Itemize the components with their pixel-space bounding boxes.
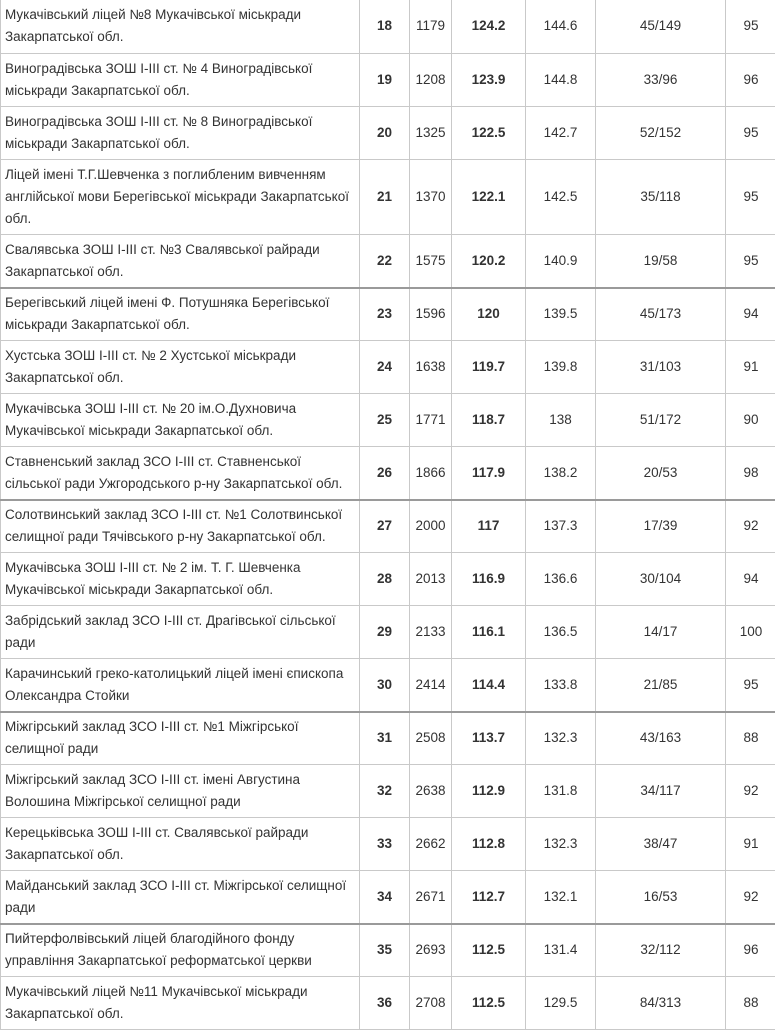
school-name-cell: Берегівський ліцей імені Ф. Потушняка Берегівської міськради Закарпатської обл. (1, 288, 360, 341)
average-score-cell: 112.5 (452, 977, 526, 1030)
school-name-cell: Солотвинський заклад ЗСО І-ІІІ ст. №1 Солотвинської селищної ради Тячівського р-ну Закарпатської обл. (1, 500, 360, 553)
secondary-score-cell: 137.3 (526, 500, 596, 553)
table-row (1, 54, 775, 107)
table-row (1, 818, 775, 871)
average-score-cell: 120.2 (452, 235, 526, 288)
participants-ratio-cell: 43/163 (596, 712, 726, 765)
secondary-score-cell: 132.3 (526, 712, 596, 765)
regional-rank-cell: 31 (360, 712, 410, 765)
percent-cell: 91 (726, 341, 775, 394)
school-name-cell: Пийтерфолвівський ліцей благодійного фонду управління Закарпатської реформатської церкви (1, 924, 360, 977)
table-row (1, 606, 775, 659)
percent-cell: 90 (726, 394, 775, 447)
participants-ratio-cell: 17/39 (596, 500, 726, 553)
school-name-cell: Хустська ЗОШ І-ІІІ ст. № 2 Хустської міськради Закарпатської обл. (1, 341, 360, 394)
average-score-cell: 112.5 (452, 924, 526, 977)
school-name-cell: Мукачівська ЗОШ І-ІІІ ст. № 20 ім.О.Духновича Мукачівської міськради Закарпатської обл. (1, 394, 360, 447)
regional-rank-cell: 24 (360, 341, 410, 394)
table-row (1, 235, 775, 288)
secondary-score-cell: 140.9 (526, 235, 596, 288)
national-rank-cell: 1575 (410, 235, 452, 288)
regional-rank-cell: 28 (360, 553, 410, 606)
participants-ratio-cell: 32/112 (596, 924, 726, 977)
school-name-cell: Міжгірський заклад ЗСО І-ІІІ ст. №1 Міжгірської селищної ради (1, 712, 360, 765)
percent-cell: 92 (726, 765, 775, 818)
table-row (1, 712, 775, 765)
regional-rank-cell: 20 (360, 107, 410, 160)
school-name-cell: Мукачівська ЗОШ І-ІІІ ст. № 2 ім. Т. Г. Шевченка Мукачівської міськради Закарпатської обл. (1, 553, 360, 606)
national-rank-cell: 2133 (410, 606, 452, 659)
participants-ratio-cell: 35/118 (596, 160, 726, 235)
percent-cell: 88 (726, 977, 775, 1030)
national-rank-cell: 2000 (410, 500, 452, 553)
percent-cell: 91 (726, 818, 775, 871)
percent-cell: 92 (726, 871, 775, 924)
table-row (1, 394, 775, 447)
regional-rank-cell: 32 (360, 765, 410, 818)
school-name-cell: Міжгірський заклад ЗСО І-ІІІ ст. імені Августина Волошина Міжгірської селищної ради (1, 765, 360, 818)
regional-rank-cell: 25 (360, 394, 410, 447)
participants-ratio-cell: 51/172 (596, 394, 726, 447)
secondary-score-cell: 132.3 (526, 818, 596, 871)
national-rank-cell: 2508 (410, 712, 452, 765)
national-rank-cell: 1866 (410, 447, 452, 500)
regional-rank-cell: 30 (360, 659, 410, 712)
participants-ratio-cell: 31/103 (596, 341, 726, 394)
secondary-score-cell: 131.4 (526, 924, 596, 977)
average-score-cell: 117 (452, 500, 526, 553)
average-score-cell: 117.9 (452, 447, 526, 500)
national-rank-cell: 1638 (410, 341, 452, 394)
percent-cell: 88 (726, 712, 775, 765)
national-rank-cell: 2013 (410, 553, 452, 606)
regional-rank-cell: 33 (360, 818, 410, 871)
average-score-cell: 112.9 (452, 765, 526, 818)
participants-ratio-cell: 52/152 (596, 107, 726, 160)
percent-cell: 100 (726, 606, 775, 659)
regional-rank-cell: 23 (360, 288, 410, 341)
table-row (1, 553, 775, 606)
school-name-cell: Ліцей імені Т.Г.Шевченка з поглибленим вивченням англійської мови Берегівської міськради Закарпатської обл. (1, 160, 360, 235)
secondary-score-cell: 136.6 (526, 553, 596, 606)
school-name-cell: Виноградівська ЗОШ І-ІІІ ст. № 4 Виноградівської міськради Закарпатської обл. (1, 54, 360, 107)
national-rank-cell: 1596 (410, 288, 452, 341)
table-row (1, 924, 775, 977)
table-row (1, 0, 775, 54)
national-rank-cell: 2414 (410, 659, 452, 712)
average-score-cell: 112.7 (452, 871, 526, 924)
percent-cell: 94 (726, 288, 775, 341)
percent-cell: 98 (726, 447, 775, 500)
participants-ratio-cell: 38/47 (596, 818, 726, 871)
average-score-cell: 122.1 (452, 160, 526, 235)
secondary-score-cell: 139.5 (526, 288, 596, 341)
school-name-cell: Майданський заклад ЗСО І-ІІІ ст. Міжгірської селищної ради (1, 871, 360, 924)
national-rank-cell: 2708 (410, 977, 452, 1030)
national-rank-cell: 2638 (410, 765, 452, 818)
national-rank-cell: 1325 (410, 107, 452, 160)
average-score-cell: 113.7 (452, 712, 526, 765)
regional-rank-cell: 36 (360, 977, 410, 1030)
table-row (1, 160, 775, 235)
national-rank-cell: 1771 (410, 394, 452, 447)
secondary-score-cell: 136.5 (526, 606, 596, 659)
school-name-cell: Ставненський заклад ЗСО І-ІІІ ст. Ставненської сільської ради Ужгородського р-ну Закарпатської обл. (1, 447, 360, 500)
average-score-cell: 122.5 (452, 107, 526, 160)
school-name-cell: Карачинський греко-католицький ліцей імені єпископа Олександра Стойки (1, 659, 360, 712)
national-rank-cell: 2693 (410, 924, 452, 977)
participants-ratio-cell: 34/117 (596, 765, 726, 818)
table-row (1, 500, 775, 553)
table-row (1, 977, 775, 1030)
average-score-cell: 123.9 (452, 54, 526, 107)
secondary-score-cell: 133.8 (526, 659, 596, 712)
participants-ratio-cell: 20/53 (596, 447, 726, 500)
average-score-cell: 112.8 (452, 818, 526, 871)
secondary-score-cell: 138.2 (526, 447, 596, 500)
percent-cell: 94 (726, 553, 775, 606)
percent-cell: 92 (726, 500, 775, 553)
secondary-score-cell: 144.8 (526, 54, 596, 107)
table-row (1, 288, 775, 341)
table-row (1, 765, 775, 818)
average-score-cell: 116.1 (452, 606, 526, 659)
percent-cell: 95 (726, 160, 775, 235)
average-score-cell: 116.9 (452, 553, 526, 606)
school-name-cell: Керецьківська ЗОШ І-ІІІ ст. Свалявської райради Закарпатської обл. (1, 818, 360, 871)
table-row (1, 659, 775, 712)
table-row (1, 871, 775, 924)
participants-ratio-cell: 45/173 (596, 288, 726, 341)
participants-ratio-cell: 30/104 (596, 553, 726, 606)
secondary-score-cell: 131.8 (526, 765, 596, 818)
regional-rank-cell: 34 (360, 871, 410, 924)
national-rank-cell: 2671 (410, 871, 452, 924)
secondary-score-cell: 142.5 (526, 160, 596, 235)
percent-cell: 95 (726, 0, 775, 54)
average-score-cell: 114.4 (452, 659, 526, 712)
secondary-score-cell: 132.1 (526, 871, 596, 924)
percent-cell: 95 (726, 659, 775, 712)
percent-cell: 95 (726, 235, 775, 288)
participants-ratio-cell: 14/17 (596, 606, 726, 659)
secondary-score-cell: 129.5 (526, 977, 596, 1030)
school-name-cell: Виноградівська ЗОШ І-ІІІ ст. № 8 Виноградівської міськради Закарпатської обл. (1, 107, 360, 160)
regional-rank-cell: 19 (360, 54, 410, 107)
average-score-cell: 119.7 (452, 341, 526, 394)
participants-ratio-cell: 16/53 (596, 871, 726, 924)
regional-rank-cell: 35 (360, 924, 410, 977)
percent-cell: 96 (726, 924, 775, 977)
national-rank-cell: 1179 (410, 0, 452, 54)
national-rank-cell: 1208 (410, 54, 452, 107)
school-name-cell: Забрідський заклад ЗСО І-ІІІ ст. Драгівської сільської ради (1, 606, 360, 659)
table-row (1, 447, 775, 500)
table-row (1, 107, 775, 160)
average-score-cell: 120 (452, 288, 526, 341)
regional-rank-cell: 22 (360, 235, 410, 288)
regional-rank-cell: 26 (360, 447, 410, 500)
regional-rank-cell: 18 (360, 0, 410, 54)
participants-ratio-cell: 21/85 (596, 659, 726, 712)
secondary-score-cell: 144.6 (526, 0, 596, 54)
national-rank-cell: 1370 (410, 160, 452, 235)
participants-ratio-cell: 45/149 (596, 0, 726, 54)
secondary-score-cell: 142.7 (526, 107, 596, 160)
secondary-score-cell: 139.8 (526, 341, 596, 394)
average-score-cell: 118.7 (452, 394, 526, 447)
regional-rank-cell: 27 (360, 500, 410, 553)
percent-cell: 96 (726, 54, 775, 107)
school-name-cell: Мукачівський ліцей №11 Мукачівської міськради Закарпатської обл. (1, 977, 360, 1030)
regional-rank-cell: 29 (360, 606, 410, 659)
percent-cell: 95 (726, 107, 775, 160)
table-row (1, 341, 775, 394)
secondary-score-cell: 138 (526, 394, 596, 447)
average-score-cell: 124.2 (452, 0, 526, 54)
participants-ratio-cell: 19/58 (596, 235, 726, 288)
regional-rank-cell: 21 (360, 160, 410, 235)
participants-ratio-cell: 84/313 (596, 977, 726, 1030)
school-name-cell: Свалявська ЗОШ І-ІІІ ст. №3 Свалявської райради Закарпатської обл. (1, 235, 360, 288)
national-rank-cell: 2662 (410, 818, 452, 871)
school-name-cell: Мукачівський ліцей №8 Мукачівської міськради Закарпатської обл. (1, 0, 360, 54)
participants-ratio-cell: 33/96 (596, 54, 726, 107)
